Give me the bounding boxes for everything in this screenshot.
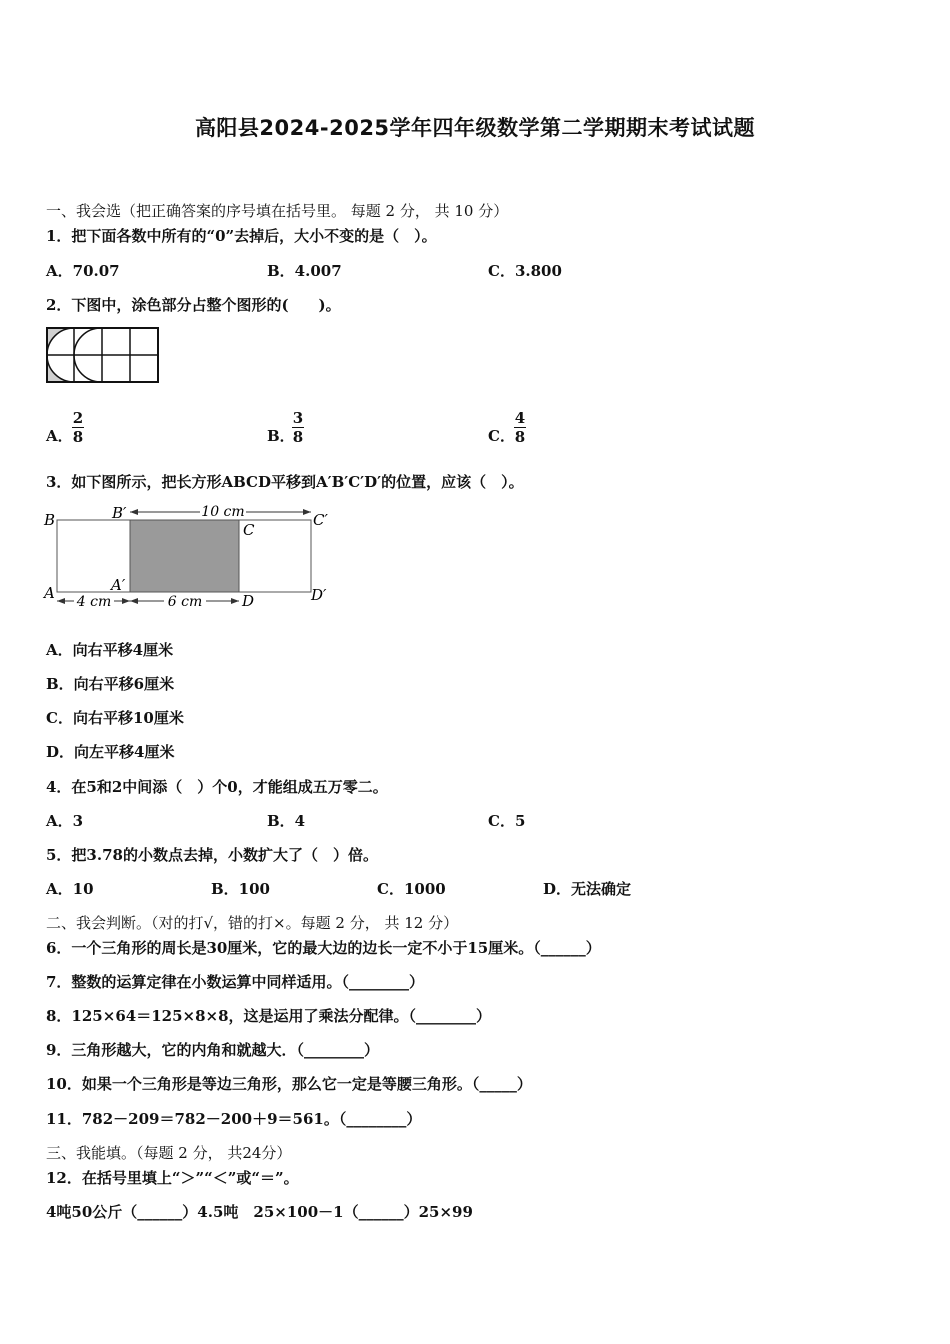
question-5: 5．把3.78的小数点去掉，小数扩大了（ ）倍。 — [46, 846, 378, 864]
question-1: 1．把下面各数中所有的“0”去掉后，大小不变的是（ ）。 — [46, 227, 437, 245]
q2-option-a-label: A． — [46, 427, 73, 445]
q3-label-top-length: 10 cm — [201, 504, 245, 520]
q3-vertex-a: A — [44, 584, 55, 602]
q1-option-b: B．4.007 — [267, 262, 342, 280]
question-12-items: 4吨50公斤（______）4.5吨 25×100－1（______）25×99 — [46, 1203, 473, 1221]
q2-option-b-label: B． — [267, 427, 295, 445]
q1-option-c: C．3.800 — [488, 262, 562, 280]
question-10: 10．如果一个三角形是等边三角形，那么它一定是等腰三角形。（_____） — [46, 1075, 532, 1093]
q2-option-b-fraction — [292, 410, 304, 445]
q3-translation-figure — [40, 500, 340, 615]
q3-label-mid-length: 6 cm — [167, 594, 203, 610]
q3-option-d: D．向左平移4厘米 — [46, 743, 175, 761]
question-9: 9．三角形越大，它的内角和就越大．（________） — [46, 1041, 379, 1059]
q2-c-numerator: 4 — [514, 409, 526, 427]
q3-shaded-rectangle — [130, 520, 239, 592]
section1-heading: 一、我会选（把正确答案的序号填在括号里。 每题 2 分， 共 10 分） — [46, 202, 509, 220]
q3-vertex-a-prime: A′ — [111, 576, 126, 594]
q3-option-c: C．向右平移10厘米 — [46, 709, 184, 727]
q1-option-a: A．70.07 — [46, 262, 120, 280]
q3-vertex-c: C — [243, 521, 255, 539]
question-7: 7．整数的运算定律在小数运算中同样适用。（________） — [46, 973, 424, 991]
q2-c-denominator: 8 — [514, 428, 526, 446]
question-12: 12．在括号里填上“＞”“＜”或“＝”。 — [46, 1169, 299, 1187]
q5-option-d: D．无法确定 — [543, 880, 632, 898]
q2-option-c-label: C． — [488, 427, 515, 445]
q3-vertex-b: B — [44, 511, 56, 529]
section2-heading: 二、我会判断。（对的打√，错的打×。每题 2 分， 共 12 分） — [46, 914, 459, 932]
q2-a-numerator: 2 — [72, 409, 84, 427]
q2-b-numerator: 3 — [292, 409, 304, 427]
question-2: 2．下图中，涂色部分占整个图形的( )。 — [46, 296, 341, 314]
q5-option-b: B．100 — [211, 880, 270, 898]
page-title: 高阳县2024-2025学年四年级数学第二学期期末考试试题 — [194, 116, 756, 140]
q4-option-a: A．3 — [46, 812, 84, 830]
q3-vertex-d: D — [242, 592, 255, 610]
q3-label-left-length: 4 cm — [76, 594, 112, 610]
q2-option-c-fraction — [514, 410, 526, 445]
q4-option-b: B．4 — [267, 812, 306, 830]
q2-option-a-fraction — [72, 410, 84, 445]
q2-b-denominator: 8 — [292, 428, 304, 446]
question-6: 6．一个三角形的周长是30厘米，它的最大边的边长一定不小于15厘米。（______） — [46, 939, 601, 957]
q3-vertex-d-prime: D′ — [311, 586, 327, 604]
question-3: 3．如下图所示，把长方形ABCD平移到A′B′C′D′的位置，应该（ ）。 — [46, 473, 524, 491]
section3-heading: 三、我能填。（每题 2 分， 共24分） — [46, 1144, 292, 1162]
q4-option-c: C．5 — [488, 812, 526, 830]
q2-a-denominator: 8 — [72, 428, 84, 446]
q3-vertex-c-prime: C′ — [313, 511, 328, 529]
question-8: 8．125×64＝125×8×8，这是运用了乘法分配律。（________） — [46, 1007, 492, 1025]
q3-option-b: B．向右平移6厘米 — [46, 675, 175, 693]
q3-vertex-b-prime: B′ — [112, 504, 127, 522]
q3-option-a: A．向右平移4厘米 — [46, 641, 174, 659]
q5-option-a: A．10 — [46, 880, 94, 898]
question-4: 4．在5和2中间添（ ）个0，才能组成五万零二。 — [46, 778, 388, 796]
question-11: 11．782－209＝782－200＋9＝561。（________） — [46, 1110, 422, 1128]
q2-grid-figure — [46, 327, 160, 384]
q5-option-c: C．1000 — [377, 880, 446, 898]
